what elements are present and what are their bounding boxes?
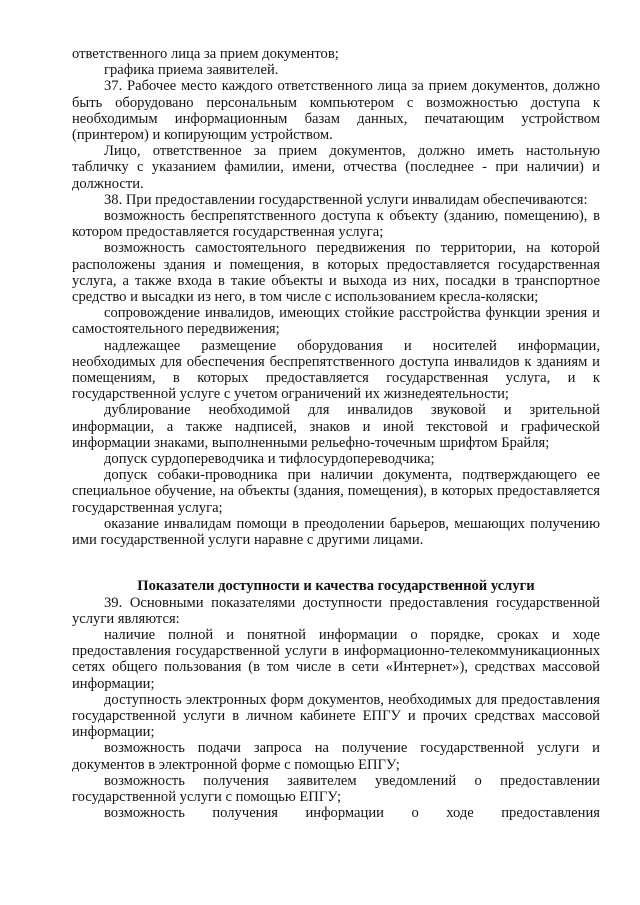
paragraph-0: ответственного лица за прием документов;	[72, 46, 339, 62]
paragraph-1: графика приема заявителей.	[104, 62, 279, 79]
paragraph-8: надлежащее размещение оборудования и носителей информации, необходимых для обеспечения беспрепятственного доступа инвалидов к зданиям и помещениям, в которых предоставляется государственная услуга, и к государственной услуге с учетом ограничений их жизнедеятельности;	[72, 337, 600, 403]
paragraph-11: допуск собаки-проводника при наличии документа, подтверждающего ее специальное обучение, на объекты (здания, помещения), в которых предоставляется государственная услуга;	[72, 467, 600, 516]
paragraph-6: возможность самостоятельного передвижения по территории, на которой расположены здания и помещения, в которых предоставляется государственная услуга, а также входа в такие объекты и выхода из них, посадки в транспортное средство и высадки из него, в том числе с использованием кресла-коляски;	[72, 240, 600, 306]
paragraph-10: допуск сурдопереводчика и тифлосурдопереводчика;	[104, 451, 435, 468]
paragraph-17: возможность получения заявителем уведомлений о предоставлении государственной услуги с помощью ЕПГУ;	[72, 772, 600, 805]
paragraph-13: 39. Основными показателями доступности предоставления государственной услуги являются:	[72, 594, 600, 627]
paragraph-4: 38. При предоставлении государственной услуги инвалидам обеспечиваются:	[104, 191, 588, 208]
section-heading: Показатели доступности и качества государственной услуги	[137, 578, 535, 595]
paragraph-2: 37. Рабочее место каждого ответственного лица за прием документов, должно быть оборудовано персональным компьютером с возможностью доступа к необходимым информационным базам данных, печатающим устройством (принтером) и копирующим устройством.	[72, 78, 600, 144]
paragraph-18: возможность получения информации о ходе предоставления	[104, 805, 600, 822]
paragraph-3: Лицо, ответственное за прием документов, должно иметь настольную табличку с указанием фамилии, имени, отчества (последнее - при наличии) и должности.	[72, 143, 600, 192]
paragraph-12: оказание инвалидам помощи в преодолении барьеров, мешающих получению ими государственной услуги наравне с другими лицами.	[72, 515, 600, 549]
paragraph-5: возможность беспрепятственного доступа к объекту (зданию, помещению), в котором предоставляется государственная услуга;	[72, 208, 600, 241]
paragraph-9: дублирование необходимой для инвалидов звуковой и зрительной информации, а также надписей, знаков и иной текстовой и графической информации знаками, выполненными рельефно-точечным шрифтом Брайля;	[72, 402, 600, 451]
paragraph-16: возможность подачи запроса на получение государственной услуги и документов в электронной форме с помощью ЕПГУ;	[72, 740, 600, 773]
document-page	[72, 46, 600, 821]
paragraph-15: доступность электронных форм документов, необходимых для предоставления государственной услуги в личном кабинете ЕПГУ и прочих средствах массовой информации;	[72, 691, 600, 741]
paragraph-14: наличие полной и понятной информации о порядке, сроках и ходе предоставления государственной услуги в информационно-телекоммуникационных сетях общего пользования (в том числе в сети «Интернет»), средствах массовой информации;	[72, 626, 600, 692]
paragraph-7: сопровождение инвалидов, имеющих стойкие расстройства функции зрения и самостоятельного передвижения;	[72, 305, 600, 338]
